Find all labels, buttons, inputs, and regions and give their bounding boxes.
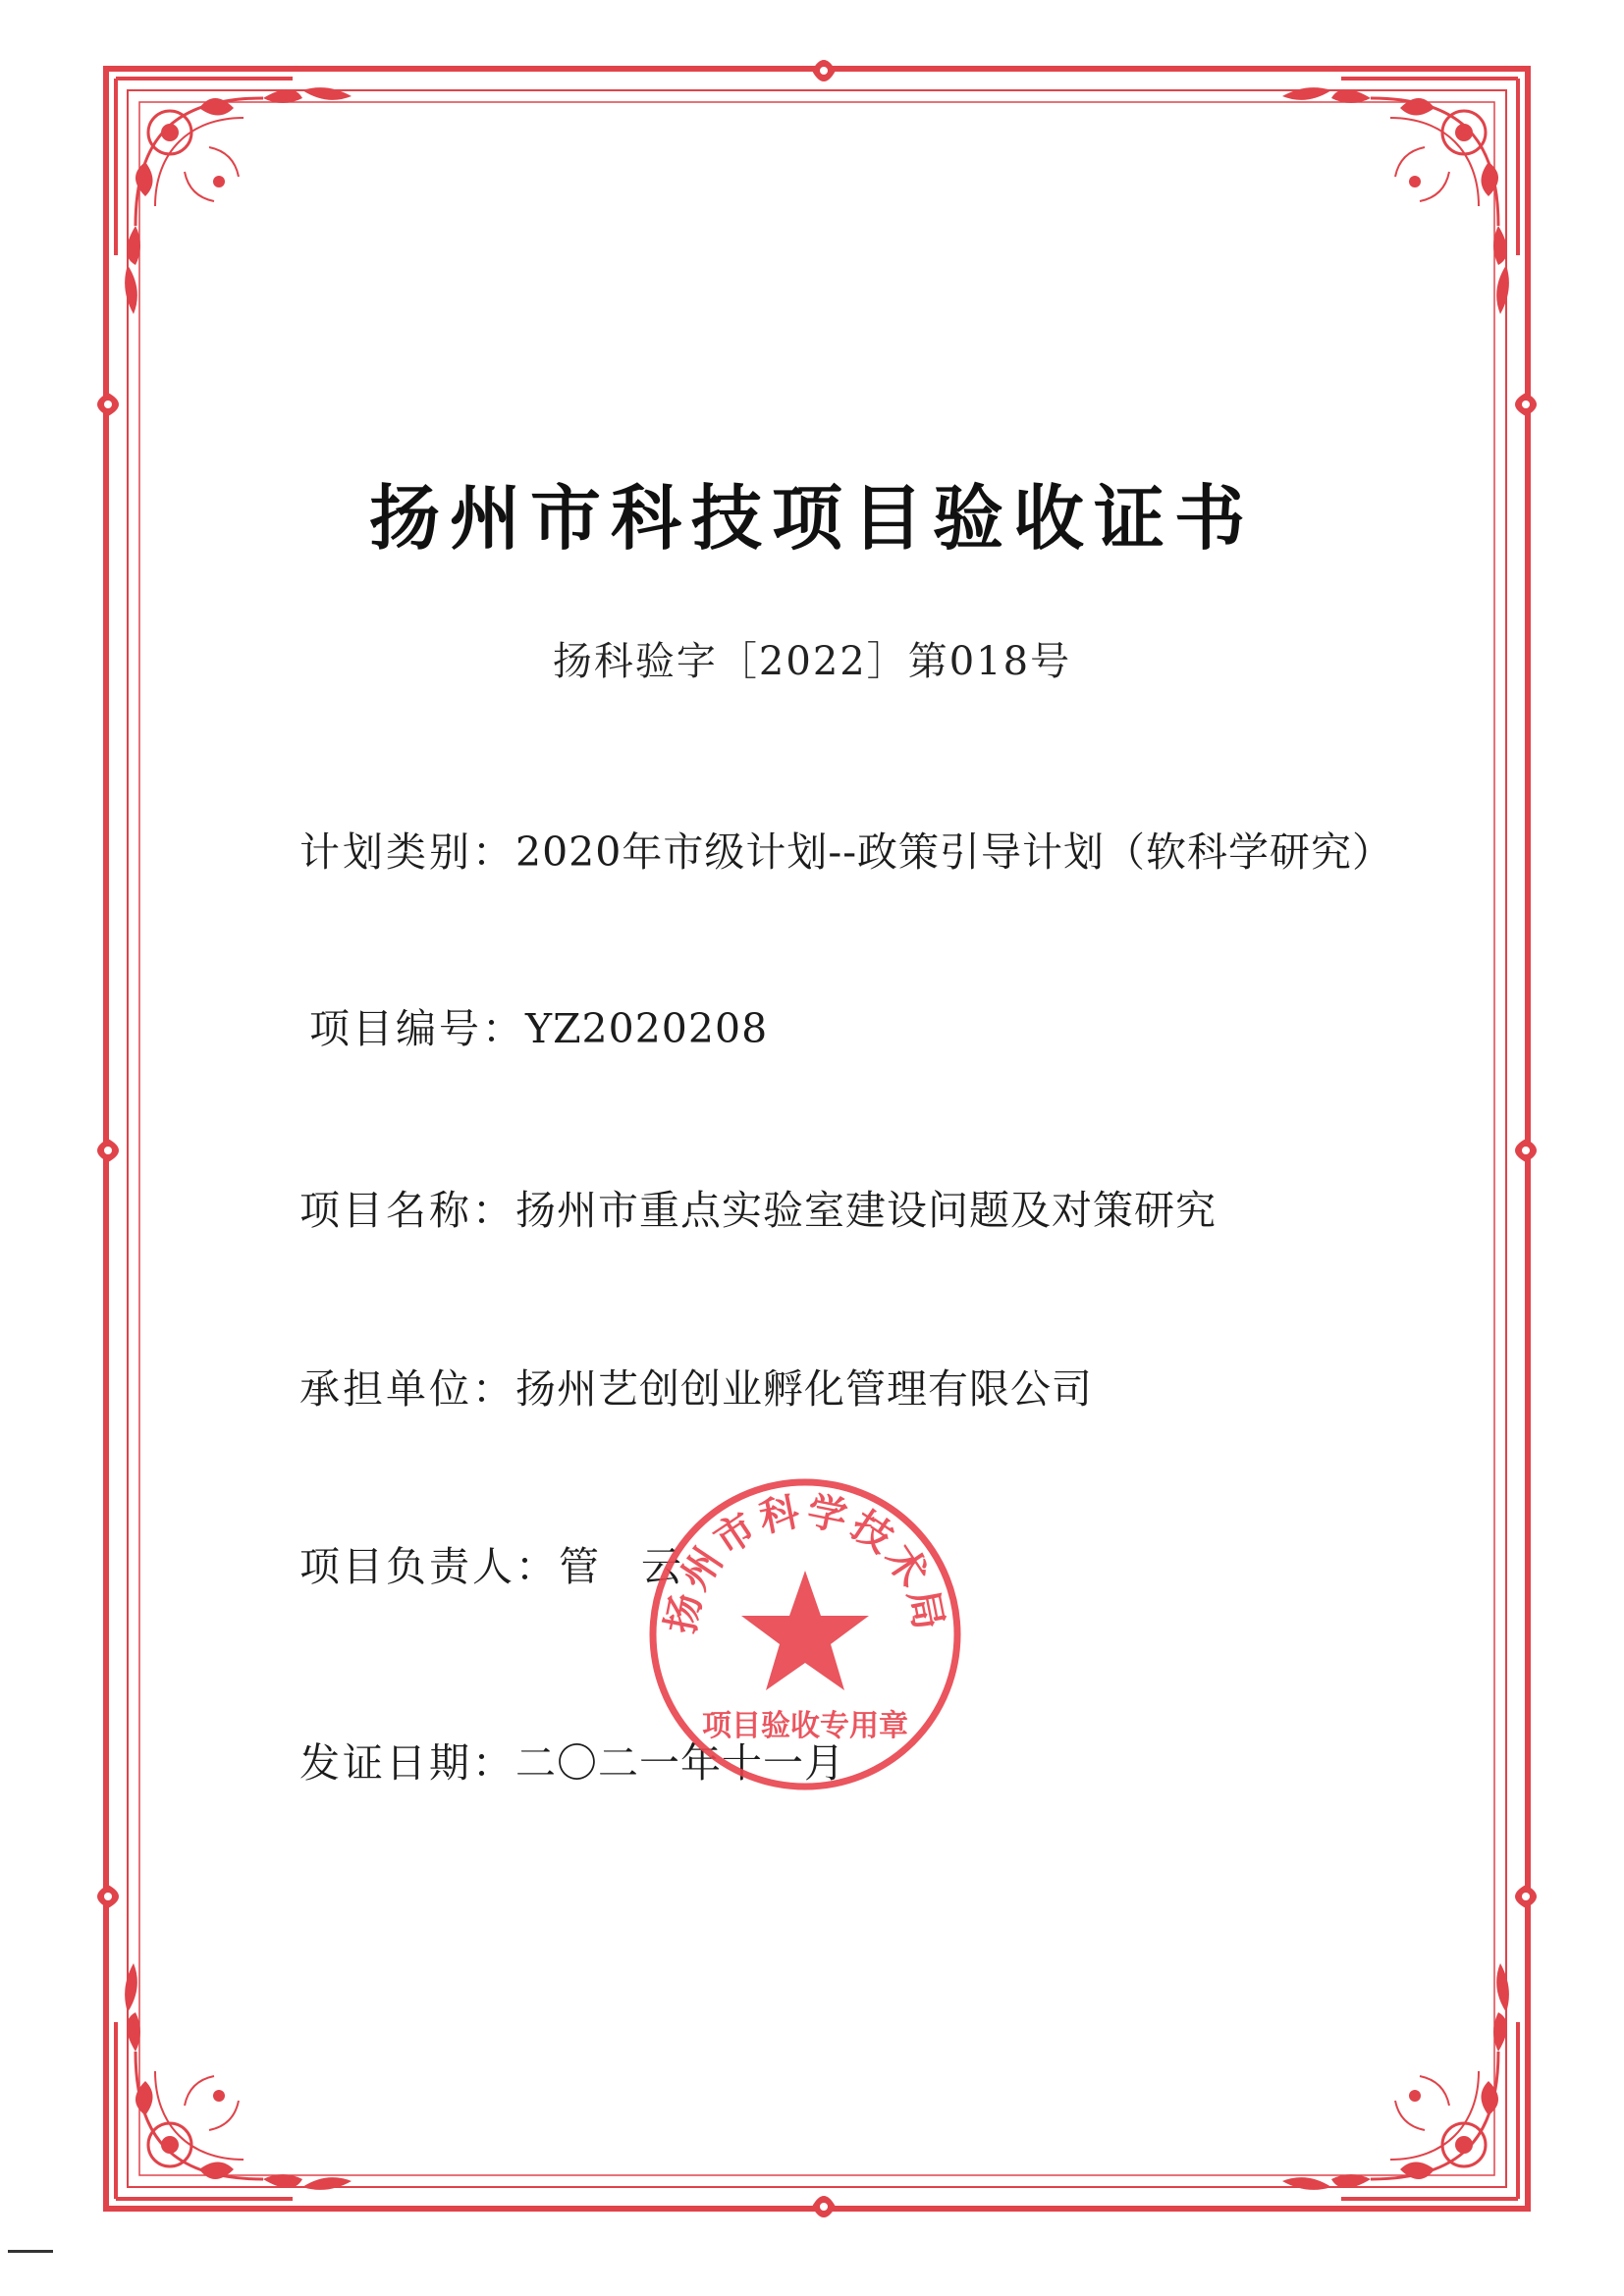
field-plan-category xyxy=(299,820,1393,878)
field-value: 扬州艺创创业孵化管理有限公司 xyxy=(515,1365,1093,1413)
field-label: 计划类别： xyxy=(299,828,515,876)
field-label: 发证日期： xyxy=(299,1739,515,1787)
seal-outer-text: 扬州市科学技术局 xyxy=(658,1488,952,1637)
field-project-leader xyxy=(299,1534,682,1592)
field-value: 扬州市重点实验室建设问题及对策研究 xyxy=(515,1187,1217,1234)
certificate-title: 扬州市科技项目验收证书 xyxy=(368,477,1255,560)
field-value: 2020年市级计划--政策引导计划（软科学研究） xyxy=(515,828,1394,876)
official-seal xyxy=(643,1472,967,1796)
scan-mark xyxy=(8,2250,53,2253)
document-number: 扬科验字［2022］第018号 xyxy=(552,639,1072,684)
seal-inner-text: 项目验收专用章 xyxy=(702,1709,908,1743)
star-icon xyxy=(741,1571,869,1690)
field-label: 承担单位： xyxy=(299,1365,515,1413)
field-label: 项目编号： xyxy=(309,1005,525,1052)
field-project-number xyxy=(309,996,768,1054)
field-undertaking-unit xyxy=(299,1357,1093,1415)
field-label: 项目负责人： xyxy=(299,1543,559,1590)
field-label: 项目名称： xyxy=(299,1187,515,1234)
field-value: 管 云 xyxy=(559,1543,682,1590)
field-value: YZ2020208 xyxy=(525,1005,769,1052)
field-project-name xyxy=(299,1178,1217,1236)
field-value: 二〇二一年十一月 xyxy=(515,1739,845,1787)
